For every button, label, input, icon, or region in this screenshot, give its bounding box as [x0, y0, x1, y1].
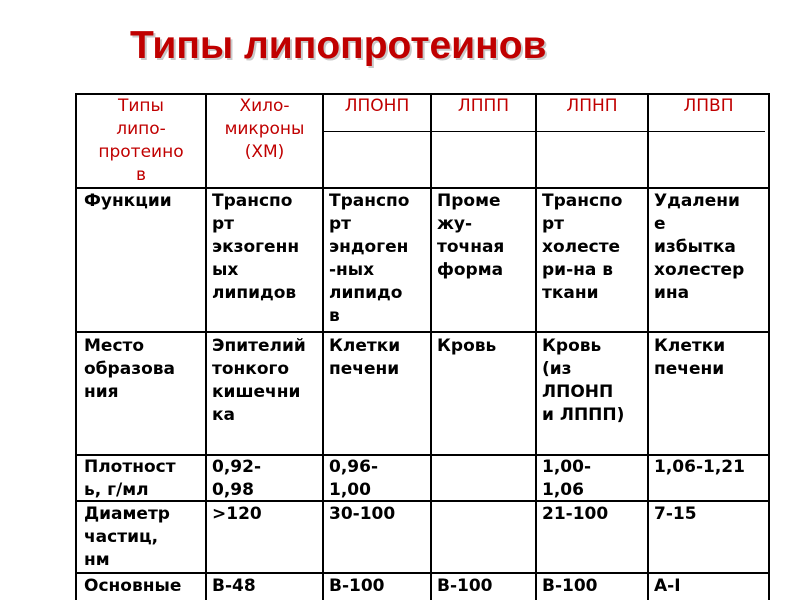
table-cell: Эпителий тонкого кишечни ка — [212, 336, 306, 425]
column-rule — [430, 93, 432, 600]
table-cell: 30-100 — [329, 504, 396, 524]
table-cell: Проме жу- точная форма — [437, 191, 505, 280]
column-rule — [768, 93, 770, 600]
table-cell: В-100 — [329, 576, 385, 596]
row-label-density: Плотност ь, г/мл — [84, 457, 176, 500]
table-cell: 0,92- 0,98 — [212, 457, 261, 500]
row-rule — [75, 187, 770, 189]
table-cell: Удалени е избытка холестер ина — [654, 191, 745, 303]
slide-title: Типы липопротеинов — [130, 24, 547, 67]
table-cell: Транспо рт эндоген -ных липидо в — [329, 191, 410, 326]
table-cell: Транспо рт экзогенн ых липидов — [212, 191, 300, 303]
table-cell: Кровь — [437, 336, 497, 356]
table-cell: В-100 — [437, 576, 493, 596]
table-cell: Клетки печени — [329, 336, 401, 379]
column-rule — [535, 93, 537, 600]
row-rule — [75, 572, 770, 574]
column-rule — [647, 93, 649, 600]
row-label-functions: Функции — [84, 191, 172, 211]
header-cell-idl: ЛППП — [457, 96, 510, 116]
table-cell: Транспо рт холесте ри-на в ткани — [542, 191, 623, 303]
table-cell: В-48 — [212, 576, 256, 596]
row-label-main: Основные — [84, 576, 182, 596]
table-cell: 0,96- 1,00 — [329, 457, 378, 500]
table-cell: 1,06-1,21 — [654, 457, 745, 477]
header-cell-chylomicrons: Хило- микроны (ХМ) — [224, 96, 305, 162]
row-rule — [75, 500, 770, 502]
row-rule — [75, 331, 770, 333]
table-cell: А-I — [654, 576, 681, 596]
row-label-diameter: Диаметр частиц, нм — [84, 504, 170, 570]
header-cell-types: Типы липо- протеино в — [98, 96, 184, 185]
table-cell: 21-100 — [542, 504, 609, 524]
row-label-formation-site: Место образова ния — [84, 336, 175, 402]
table-cell: В-100 — [542, 576, 598, 596]
table-cell: Кровь (из ЛПОНП и ЛППП) — [542, 336, 625, 425]
table-cell: Клетки печени — [654, 336, 726, 379]
row-rule — [323, 131, 765, 132]
table-cell — [437, 503, 535, 572]
table-cell: 1,00- 1,06 — [542, 457, 591, 500]
table-cell: >120 — [212, 504, 262, 524]
header-cell-hdl: ЛПВП — [683, 96, 734, 116]
header-cell-ldl: ЛПНП — [566, 96, 618, 116]
column-rule — [322, 93, 324, 600]
header-cell-vldl: ЛПОНП — [344, 96, 410, 116]
table-cell: 7-15 — [654, 504, 697, 524]
table-cell — [437, 456, 535, 500]
